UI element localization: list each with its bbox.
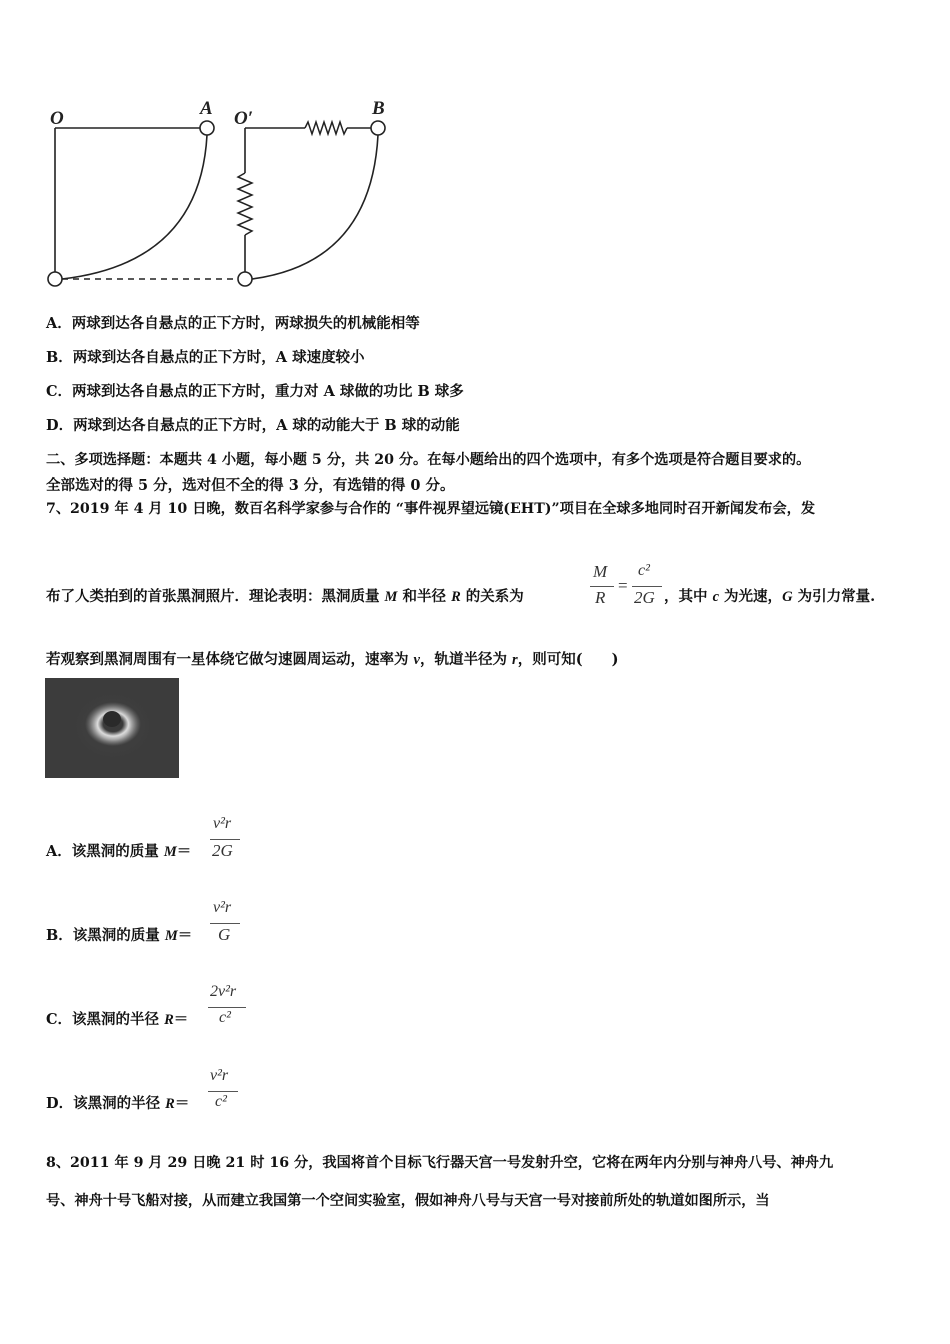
option-letter: A．	[46, 843, 72, 860]
q6-option-c[interactable]	[46, 380, 464, 401]
fraction-bar	[210, 923, 240, 924]
q6-option-a[interactable]	[46, 312, 420, 333]
q7-line2	[46, 585, 524, 606]
q7-option-a-fraction	[210, 815, 240, 865]
q8-line1: 8、2011 年 9 月 29 日晚 21 时 16 分，我国将首个目标飞行器天宫一号发射升空，它将在两年内分别与神舟八号、神舟九	[46, 1155, 834, 1171]
text: 和半径	[397, 588, 452, 605]
fraction-bar	[210, 839, 240, 840]
var-m: M	[384, 589, 398, 605]
fraction-numerator: v²r	[213, 815, 232, 832]
option-eq: ＝	[177, 927, 193, 944]
text: 为光速，	[719, 588, 783, 605]
pendulum-diagram	[40, 95, 400, 295]
option-text: 该黑洞的半径	[72, 1011, 165, 1028]
formula-numerator: M	[593, 562, 608, 581]
section2-line2: 全部选对的得 5 分，选对但不全的得 3 分，有选错的得 0 分。	[46, 477, 455, 494]
fraction-bar	[208, 1007, 246, 1008]
section2-line1: 二、多项选择题：本题共 4 小题，每小题 5 分，共 20 分。在每小题给出的四个选项中，有多个选项是符合题目要求的。	[46, 452, 811, 468]
var-r: R	[451, 589, 461, 605]
text: 布了人类拍到的首张黑洞照片．理论表明：黑洞质量	[46, 588, 385, 605]
option-text: 该黑洞的质量	[71, 843, 164, 860]
q7-line3	[46, 648, 618, 669]
q7-option-c-fraction	[208, 983, 246, 1033]
formula-c2-over-2g	[632, 562, 662, 612]
ball-a-bottom	[48, 272, 62, 286]
text: 为引力常量.	[792, 588, 876, 605]
label-a: A	[200, 98, 213, 119]
black-hole-shadow	[103, 711, 121, 727]
fraction-bar	[632, 586, 662, 587]
q8-line2: 号、神舟十号飞船对接，从而建立我国第一个空间实验室，假如神舟八号与天宫一号对接前所处的轨道如图所示，当	[46, 1193, 770, 1209]
q7-option-b[interactable]	[46, 924, 192, 945]
fraction-numerator: 2v²r	[210, 983, 237, 1000]
option-letter: A．	[46, 315, 72, 332]
option-letter: D．	[46, 417, 74, 434]
formula-numerator: c²	[638, 562, 650, 579]
text: ，轨道半径为	[419, 651, 513, 668]
var-c: c	[712, 589, 719, 605]
option-letter: B．	[46, 927, 73, 944]
label-o-prime: O′	[234, 108, 254, 129]
option-eq: ＝	[176, 843, 192, 860]
text: ，其中	[664, 588, 713, 605]
horizontal-spring	[305, 122, 347, 134]
label-b: B	[372, 98, 385, 119]
ball-b-bottom	[238, 272, 252, 286]
option-var: R	[164, 1012, 174, 1028]
text: 若观察到黑洞周围有一星体绕它做匀速圆周运动，速率为	[46, 651, 414, 668]
fraction-bar	[208, 1091, 238, 1092]
option-text: 两球到达各自悬点的正下方时，A 球速度较小	[72, 349, 365, 366]
text: ，则可知( )	[517, 651, 619, 668]
q7-line2-tail	[664, 585, 875, 606]
fraction-bar	[590, 586, 614, 587]
fraction-denominator: G	[218, 925, 231, 944]
q7-option-c[interactable]	[46, 1008, 188, 1029]
option-var: M	[164, 928, 178, 944]
option-text: 该黑洞的半径	[73, 1095, 166, 1112]
option-text: 两球到达各自悬点的正下方时，两球损失的机械能相等	[71, 315, 420, 332]
q7-option-b-fraction	[210, 899, 240, 949]
q6-option-d[interactable]	[46, 414, 460, 435]
vertical-spring	[238, 173, 252, 235]
option-eq: ＝	[173, 1011, 189, 1028]
fraction-numerator: v²r	[213, 899, 232, 916]
fraction-numerator: v²r	[210, 1067, 229, 1084]
option-letter: D．	[46, 1095, 74, 1112]
ball-b-start	[371, 121, 385, 135]
formula-m-over-r	[590, 562, 614, 612]
option-letter: B．	[46, 349, 73, 366]
q7-option-d[interactable]	[46, 1092, 189, 1113]
option-eq: ＝	[174, 1095, 190, 1112]
formula-denominator: 2G	[634, 588, 655, 607]
var-v: v	[413, 652, 420, 668]
q7-option-d-fraction	[208, 1067, 238, 1117]
text: 的关系为	[460, 588, 524, 605]
q6-option-b[interactable]	[46, 346, 365, 367]
arc-a	[62, 135, 207, 279]
option-letter: C．	[46, 1011, 73, 1028]
formula-denominator: R	[595, 588, 606, 607]
var-r-small: r	[512, 652, 518, 668]
var-g: G	[782, 589, 793, 605]
option-var: R	[165, 1096, 175, 1112]
q7-line1: 7、2019 年 4 月 10 日晚，数百名科学家参与合作的 “事件视界望远镜(EHT)”项目在全球多地同时召开新闻发布会，发	[46, 501, 816, 517]
fraction-denominator: 2G	[212, 841, 233, 860]
q7-option-a[interactable]	[46, 840, 191, 861]
option-text: 两球到达各自悬点的正下方时，重力对 A 球做的功比 B 球多	[72, 383, 464, 400]
option-text: 两球到达各自悬点的正下方时，A 球的动能大于 B 球的动能	[73, 417, 460, 434]
option-letter: C．	[46, 383, 73, 400]
black-hole-photo	[45, 678, 179, 778]
formula-equals: =	[618, 576, 628, 595]
fraction-denominator: c²	[215, 1093, 227, 1110]
arc-b	[252, 135, 378, 279]
option-text: 该黑洞的质量	[72, 927, 165, 944]
ball-a-start	[200, 121, 214, 135]
fraction-denominator: c²	[219, 1009, 231, 1026]
option-var: M	[163, 844, 177, 860]
label-o: O	[50, 108, 64, 129]
